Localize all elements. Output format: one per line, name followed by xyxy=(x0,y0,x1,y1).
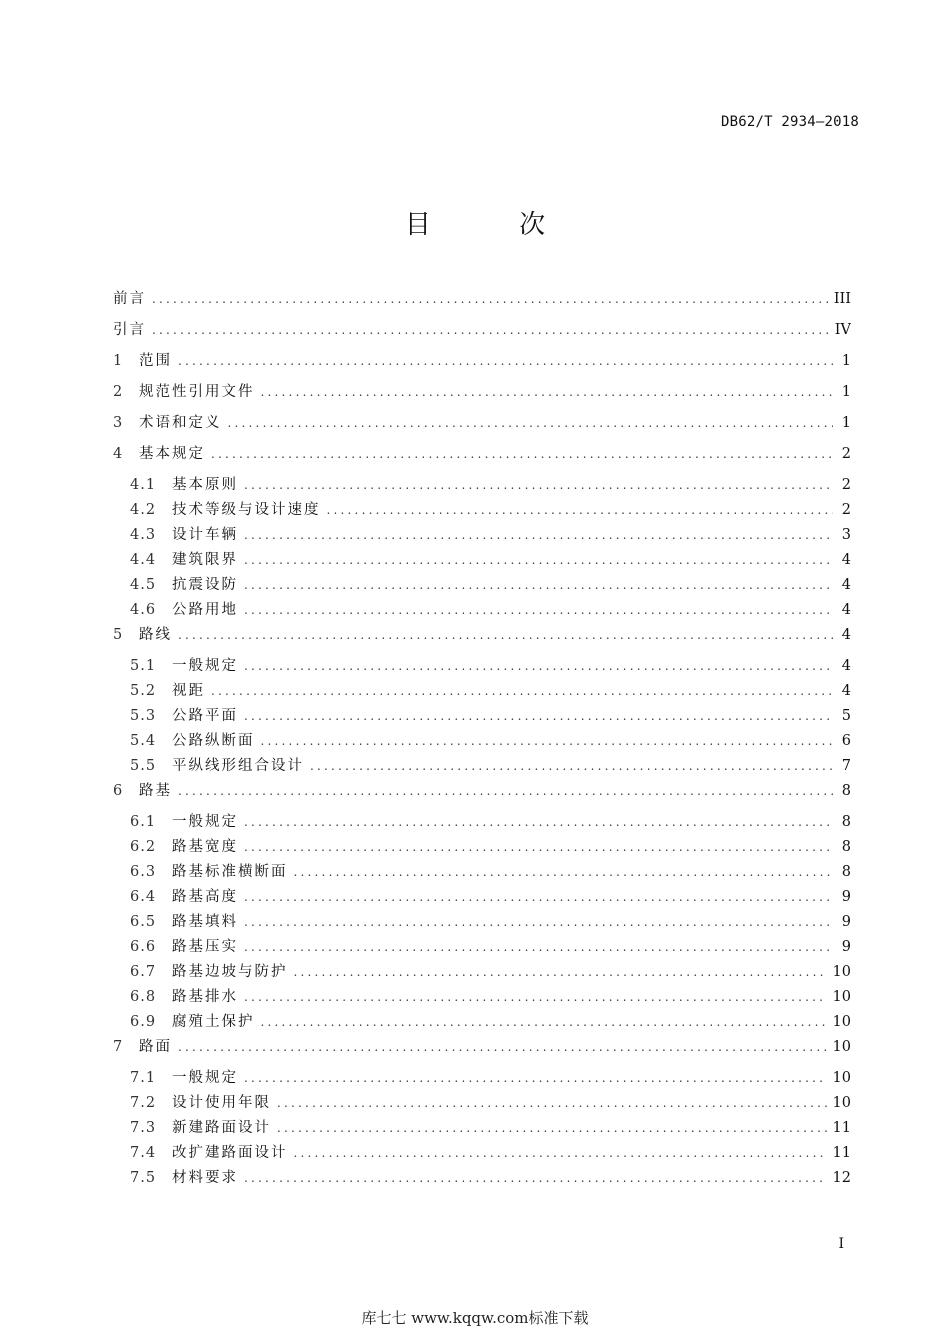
toc-entry[interactable] xyxy=(113,779,851,810)
toc-entry[interactable] xyxy=(113,860,851,885)
toc-entry-label: 一般规定 xyxy=(172,814,238,830)
toc-entry-label: 路基边坡与防护 xyxy=(172,964,288,980)
toc-entry[interactable] xyxy=(113,623,851,654)
toc-entry-label: 路基填料 xyxy=(172,914,238,930)
dot-leader xyxy=(152,292,828,306)
toc-entry[interactable] xyxy=(113,835,851,860)
dot-leader xyxy=(244,528,833,542)
dot-leader xyxy=(228,416,834,430)
dot-leader xyxy=(244,659,833,673)
toc-entry-number: 5.4 xyxy=(130,733,157,749)
toc-entry-number: 7.5 xyxy=(130,1170,157,1186)
dot-leader xyxy=(327,503,834,517)
toc-entry[interactable] xyxy=(113,318,851,349)
toc-entry-page: 1 xyxy=(841,415,851,431)
toc-entry-page: 6 xyxy=(841,733,851,749)
toc-entry-number: 7.4 xyxy=(130,1145,157,1161)
toc-entry[interactable] xyxy=(113,679,851,704)
dot-leader xyxy=(211,684,833,698)
toc-entry-page: 4 xyxy=(841,552,851,568)
toc-entry-page: 4 xyxy=(841,602,851,618)
toc-entry-number: 1 xyxy=(113,353,124,369)
toc-entry-label: 路基排水 xyxy=(172,989,238,1005)
table-of-contents xyxy=(113,287,851,1191)
toc-entry[interactable] xyxy=(113,548,851,573)
toc-entry[interactable] xyxy=(113,380,851,411)
toc-entry-number: 7.1 xyxy=(130,1070,157,1086)
toc-entry-page: 10 xyxy=(832,1095,851,1111)
toc-entry[interactable] xyxy=(113,349,851,380)
toc-entry[interactable] xyxy=(113,442,851,473)
toc-entry-number: 4.4 xyxy=(130,552,157,568)
toc-entry-page: 1 xyxy=(841,384,851,400)
dot-leader xyxy=(152,323,829,337)
toc-entry-page: 10 xyxy=(832,989,851,1005)
toc-entry[interactable] xyxy=(113,885,851,910)
toc-entry-page: 4 xyxy=(841,627,851,643)
dot-leader xyxy=(310,759,833,773)
dot-leader xyxy=(178,628,833,642)
page-title: 目 次 xyxy=(404,210,586,240)
toc-entry-label: 路面 xyxy=(139,1039,172,1055)
toc-entry-label: 建筑限界 xyxy=(172,552,238,568)
toc-entry-label: 设计车辆 xyxy=(172,527,238,543)
toc-entry-label: 一般规定 xyxy=(172,658,238,674)
toc-entry-number: 7.2 xyxy=(130,1095,157,1111)
document-code: DB62/T 2934—2018 xyxy=(720,114,859,130)
dot-leader xyxy=(261,385,834,399)
toc-entry[interactable] xyxy=(113,523,851,548)
toc-entry-number: 4.3 xyxy=(130,527,157,543)
toc-entry-label: 技术等级与设计速度 xyxy=(172,502,321,518)
toc-entry[interactable] xyxy=(113,287,851,318)
dot-leader xyxy=(277,1096,827,1110)
toc-entry-page: 10 xyxy=(832,1014,851,1030)
toc-entry-number: 6.4 xyxy=(130,889,157,905)
dot-leader xyxy=(244,890,833,904)
dot-leader xyxy=(211,447,833,461)
dot-leader xyxy=(244,478,833,492)
toc-entry[interactable] xyxy=(113,654,851,679)
toc-entry-number: 6 xyxy=(113,783,124,799)
toc-entry[interactable] xyxy=(113,473,851,498)
dot-leader xyxy=(244,553,833,567)
toc-entry-page: III xyxy=(833,291,851,307)
toc-entry[interactable] xyxy=(113,573,851,598)
toc-entry-page: 8 xyxy=(841,783,851,799)
toc-entry-page: 8 xyxy=(841,839,851,855)
toc-entry-label: 腐殖土保护 xyxy=(172,1014,255,1030)
dot-leader xyxy=(244,603,833,617)
toc-entry[interactable] xyxy=(113,935,851,960)
toc-entry[interactable] xyxy=(113,1116,851,1141)
toc-entry-number: 4.6 xyxy=(130,602,157,618)
toc-entry-label: 路基压实 xyxy=(172,939,238,955)
toc-entry-number: 4.1 xyxy=(130,477,157,493)
toc-entry-page: 8 xyxy=(841,864,851,880)
toc-entry-label: 规范性引用文件 xyxy=(139,384,255,400)
toc-entry-number: 6.6 xyxy=(130,939,157,955)
dot-leader xyxy=(178,1040,827,1054)
toc-entry-label: 路线 xyxy=(139,627,172,643)
dot-leader xyxy=(178,354,833,368)
toc-entry-label: 路基高度 xyxy=(172,889,238,905)
toc-entry[interactable] xyxy=(113,1141,851,1166)
toc-entry-page: 9 xyxy=(841,939,851,955)
toc-entry-number: 3 xyxy=(113,415,124,431)
toc-entry-page: 4 xyxy=(841,658,851,674)
toc-entry-number: 5.3 xyxy=(130,708,157,724)
dot-leader xyxy=(244,1071,827,1085)
dot-leader xyxy=(244,1171,827,1185)
toc-entry-page: 3 xyxy=(841,527,851,543)
toc-entry[interactable] xyxy=(113,729,851,754)
dot-leader xyxy=(294,1146,827,1160)
toc-entry[interactable] xyxy=(113,810,851,835)
toc-entry-number: 4.2 xyxy=(130,502,157,518)
toc-entry[interactable] xyxy=(113,1010,851,1035)
toc-entry-label: 改扩建路面设计 xyxy=(172,1145,288,1161)
toc-entry-number: 4.5 xyxy=(130,577,157,593)
dot-leader xyxy=(261,734,834,748)
toc-entry-label: 公路用地 xyxy=(172,602,238,618)
toc-entry-number: 6.1 xyxy=(130,814,157,830)
toc-entry-number: 6.8 xyxy=(130,989,157,1005)
toc-entry[interactable] xyxy=(113,1066,851,1091)
toc-entry[interactable] xyxy=(113,910,851,935)
toc-entry[interactable] xyxy=(113,704,851,729)
toc-entry-page: 10 xyxy=(832,1070,851,1086)
toc-entry-number: 5.5 xyxy=(130,758,157,774)
toc-entry[interactable] xyxy=(113,1091,851,1116)
toc-entry-number: 7 xyxy=(113,1039,124,1055)
toc-entry[interactable] xyxy=(113,1035,851,1066)
toc-entry-label: 新建路面设计 xyxy=(172,1120,271,1136)
toc-entry-page: 10 xyxy=(832,964,851,980)
toc-entry-page: 8 xyxy=(841,814,851,830)
watermark-text: 库七七 www.kqqw.com标准下载 xyxy=(361,1309,589,1327)
toc-entry[interactable] xyxy=(113,411,851,442)
toc-entry-label: 引言 xyxy=(113,322,146,338)
toc-entry-page: 2 xyxy=(841,502,851,518)
toc-entry-page: 12 xyxy=(832,1170,851,1186)
dot-leader xyxy=(244,578,833,592)
dot-leader xyxy=(244,940,833,954)
toc-entry-number: 6.3 xyxy=(130,864,157,880)
toc-entry-label: 抗震设防 xyxy=(172,577,238,593)
dot-leader xyxy=(294,865,834,879)
toc-entry-page: 2 xyxy=(841,477,851,493)
toc-entry-number: 5.1 xyxy=(130,658,157,674)
toc-entry-page: 11 xyxy=(832,1145,851,1161)
toc-entry-page: 4 xyxy=(841,577,851,593)
toc-entry-page: 9 xyxy=(841,889,851,905)
toc-entry-label: 公路平面 xyxy=(172,708,238,724)
toc-entry-page: 9 xyxy=(841,914,851,930)
toc-entry-label: 平纵线形组合设计 xyxy=(172,758,304,774)
toc-entry-label: 路基宽度 xyxy=(172,839,238,855)
toc-entry-label: 基本原则 xyxy=(172,477,238,493)
toc-entry-label: 设计使用年限 xyxy=(172,1095,271,1111)
dot-leader xyxy=(294,965,827,979)
toc-entry[interactable] xyxy=(113,598,851,623)
toc-entry-page: 1 xyxy=(841,353,851,369)
toc-entry[interactable] xyxy=(113,960,851,985)
toc-entry[interactable] xyxy=(113,754,851,779)
toc-entry-label: 前言 xyxy=(113,291,146,307)
toc-entry-number: 6.9 xyxy=(130,1014,157,1030)
toc-entry-label: 基本规定 xyxy=(139,446,205,462)
toc-entry-number: 5 xyxy=(113,627,124,643)
dot-leader xyxy=(178,784,833,798)
toc-entry-label: 视距 xyxy=(172,683,205,699)
toc-entry[interactable] xyxy=(113,1166,851,1191)
dot-leader xyxy=(244,840,833,854)
toc-entry-page: 4 xyxy=(841,683,851,699)
toc-entry-label: 术语和定义 xyxy=(139,415,222,431)
toc-entry-page: 2 xyxy=(841,446,851,462)
toc-entry[interactable] xyxy=(113,985,851,1010)
toc-entry-label: 范围 xyxy=(139,353,172,369)
toc-entry-page: 5 xyxy=(841,708,851,724)
toc-entry-page: IV xyxy=(834,322,851,338)
toc-entry-page: 7 xyxy=(841,758,851,774)
toc-entry-label: 公路纵断面 xyxy=(172,733,255,749)
dot-leader xyxy=(244,815,833,829)
page-number: I xyxy=(838,1236,844,1252)
dot-leader xyxy=(244,990,827,1004)
toc-entry[interactable] xyxy=(113,498,851,523)
toc-entry-page: 11 xyxy=(832,1120,851,1136)
dot-leader xyxy=(244,709,833,723)
dot-leader xyxy=(244,915,833,929)
dot-leader xyxy=(261,1015,827,1029)
toc-entry-number: 5.2 xyxy=(130,683,157,699)
toc-entry-number: 2 xyxy=(113,384,124,400)
toc-entry-number: 6.7 xyxy=(130,964,157,980)
toc-entry-label: 材料要求 xyxy=(172,1170,238,1186)
toc-entry-label: 一般规定 xyxy=(172,1070,238,1086)
toc-entry-number: 4 xyxy=(113,446,124,462)
toc-entry-page: 10 xyxy=(832,1039,851,1055)
toc-entry-label: 路基标准横断面 xyxy=(172,864,288,880)
dot-leader xyxy=(277,1121,827,1135)
toc-entry-number: 6.5 xyxy=(130,914,157,930)
toc-entry-label: 路基 xyxy=(139,783,172,799)
toc-entry-number: 6.2 xyxy=(130,839,157,855)
toc-entry-number: 7.3 xyxy=(130,1120,157,1136)
